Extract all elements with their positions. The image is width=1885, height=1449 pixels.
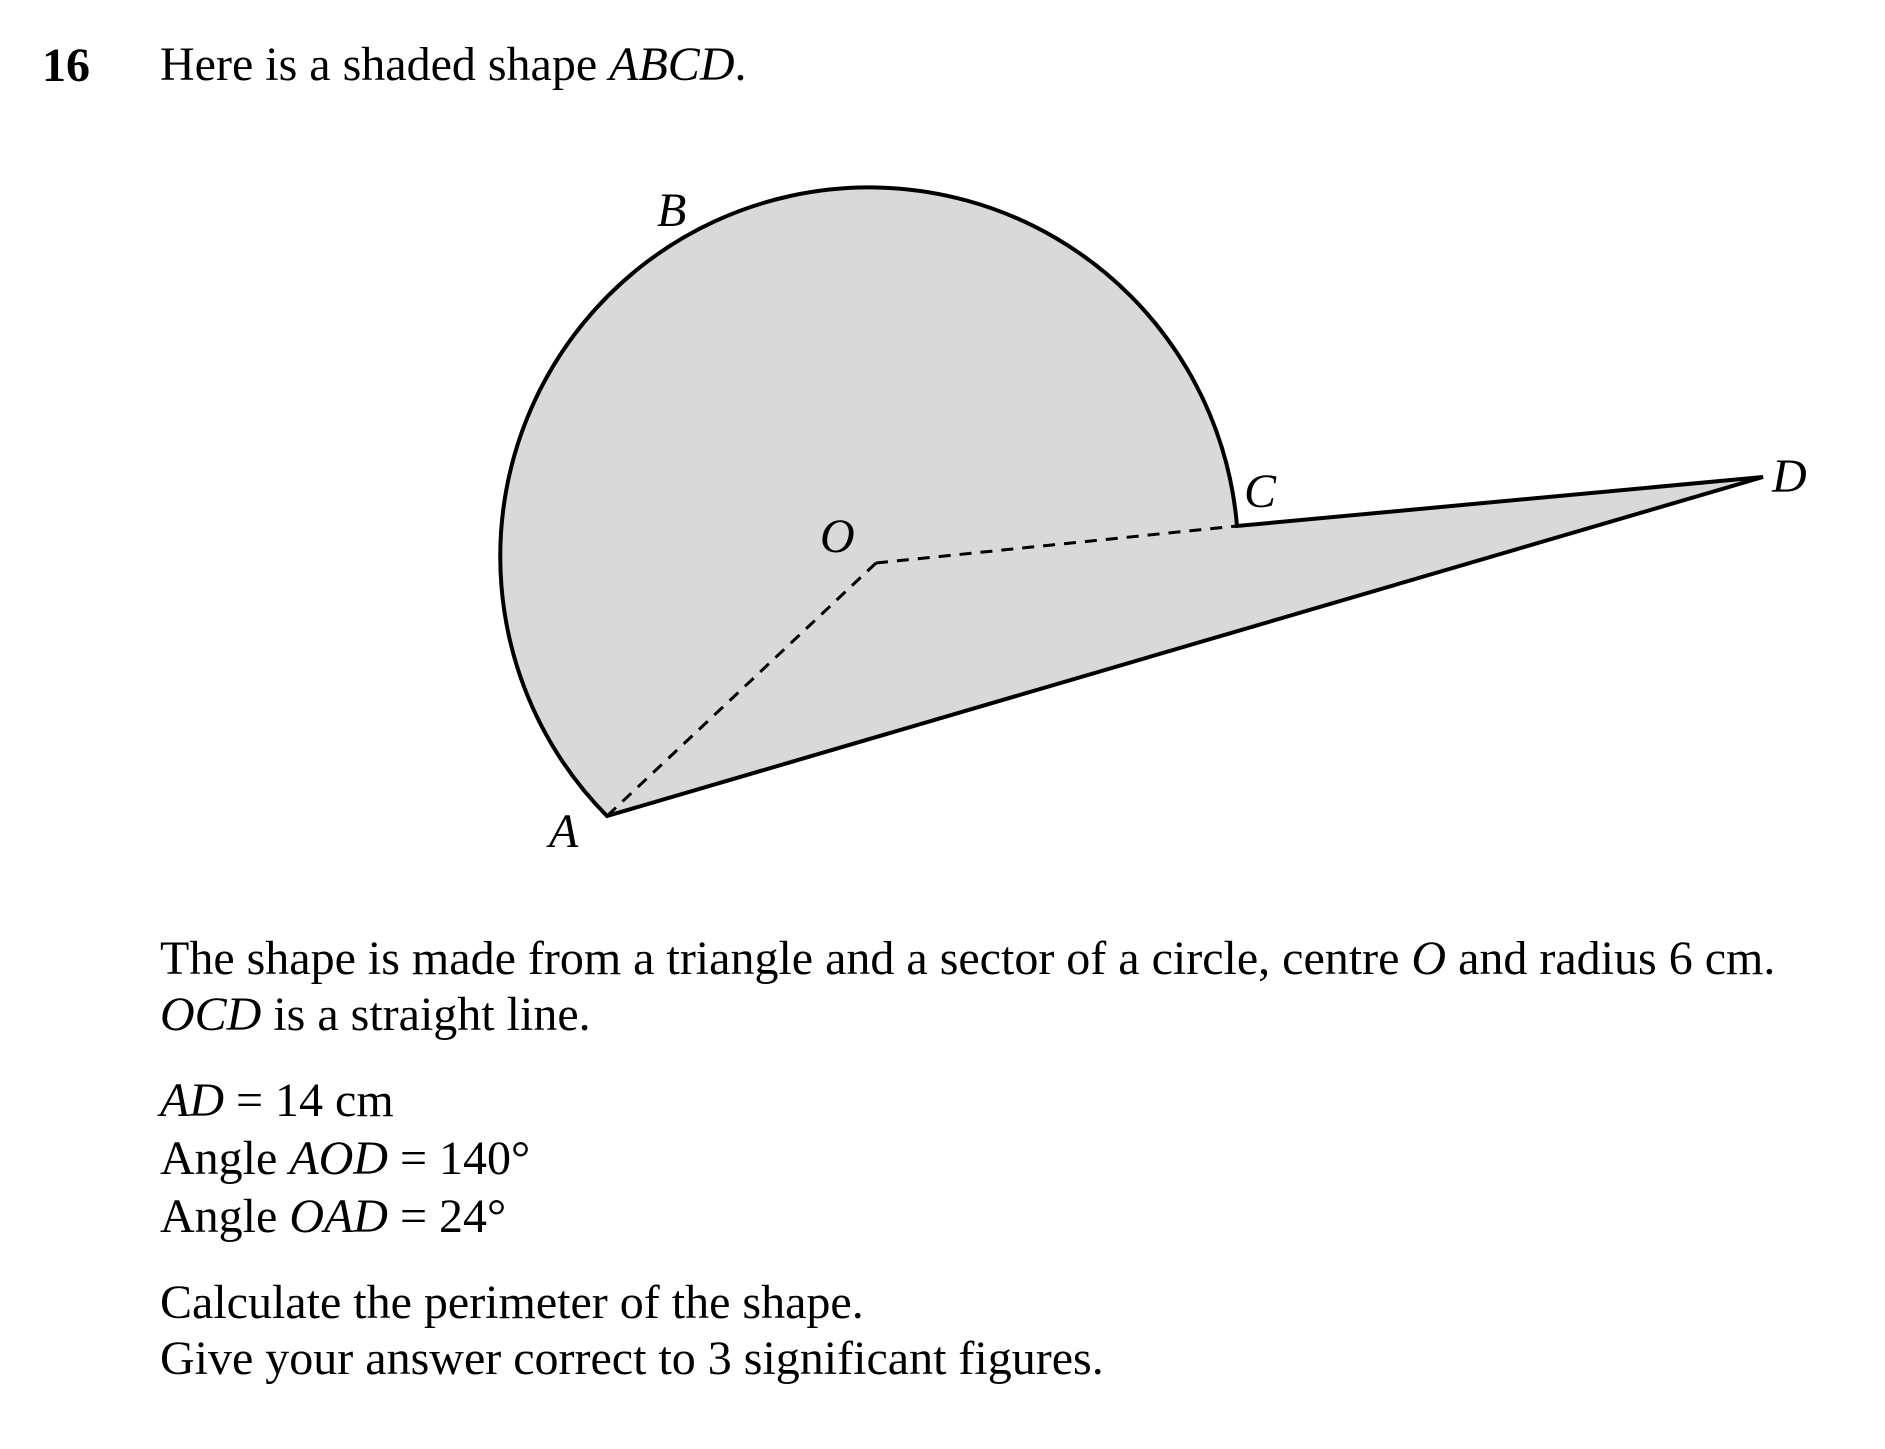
- given-angle-oad-prefix: Angle: [160, 1190, 290, 1243]
- line-statement: is a straight line.: [261, 988, 591, 1041]
- given-angle-oad-name: OAD: [289, 1190, 388, 1243]
- given-angle-aod-prefix: Angle: [160, 1132, 290, 1185]
- label-b: B: [657, 184, 687, 237]
- given-angle-aod-name: AOD: [289, 1132, 388, 1185]
- description-line-1: [160, 930, 1775, 988]
- given-angle-oad-value: = 24°: [387, 1190, 507, 1243]
- label-a: A: [549, 805, 579, 858]
- label-d: D: [1772, 450, 1807, 503]
- question-number: 16: [42, 39, 90, 92]
- shaded-shape-abcd: [500, 187, 1763, 816]
- given-ad-value: = 14 cm: [223, 1074, 394, 1127]
- intro-period: .: [734, 38, 747, 91]
- intro-text: Here is a shaded shape: [160, 38, 610, 91]
- centre-name: O: [1411, 932, 1447, 985]
- description-line-2: [160, 986, 591, 1044]
- task-line-1: Calculate the perimeter of the shape.: [160, 1276, 864, 1329]
- shape-name: ABCD: [609, 38, 735, 91]
- given-angle-aod-value: = 140°: [387, 1132, 531, 1185]
- description-radius: and radius 6 cm.: [1446, 932, 1776, 985]
- task-line-2: Give your answer correct to 3 significant figures.: [160, 1332, 1104, 1385]
- given-angle-oad: [160, 1188, 506, 1246]
- given-angle-aod: [160, 1130, 530, 1188]
- label-c: C: [1244, 465, 1277, 518]
- given-ad: [160, 1072, 394, 1130]
- description-text: The shape is made from a triangle and a sector of a circle, centre: [160, 932, 1412, 985]
- given-ad-name: AD: [160, 1074, 224, 1127]
- line-name: OCD: [160, 988, 262, 1041]
- label-o: O: [820, 510, 855, 563]
